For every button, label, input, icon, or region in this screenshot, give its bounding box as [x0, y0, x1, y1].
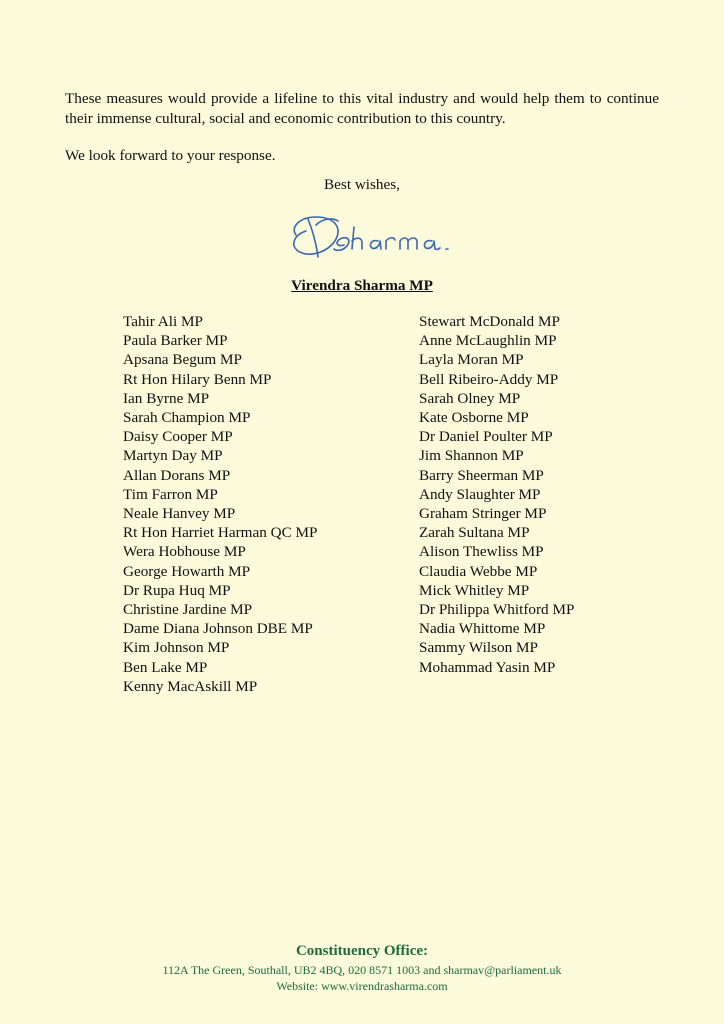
cosignatory-name: Apsana Begum MP	[123, 351, 242, 369]
cosignatory-name: Bell Ribeiro-Addy MP	[419, 370, 559, 388]
footer-office-title: Constituency Office:	[295, 943, 429, 959]
cosignatory-name: Paula Barker MP	[123, 332, 228, 350]
cosignatory-name: Christine Jardine MP	[123, 601, 253, 619]
cosignatory-name: Dame Diana Johnson DBE MP	[123, 620, 313, 638]
cosignatory-name: Ben Lake MP	[123, 658, 208, 676]
handwritten-signature	[282, 205, 472, 265]
cosignatory-name: Sammy Wilson MP	[419, 639, 538, 657]
cosignatory-name: Andy Slaughter MP	[419, 485, 541, 503]
cosignatory-name: Rt Hon Hilary Benn MP	[123, 370, 272, 388]
cosignatory-name: Mick Whitley MP	[419, 581, 530, 599]
cosignatory-name: Sarah Olney MP	[419, 389, 521, 407]
cosignatory-name: Dr Rupa Huq MP	[123, 581, 231, 599]
cosignatory-name: Dr Philippa Whitford MP	[419, 601, 575, 619]
cosignatory-name: Sarah Champion MP	[123, 409, 251, 427]
cosignatory-name: Layla Moran MP	[419, 351, 524, 369]
cosignatory-name: Graham Stringer MP	[419, 505, 547, 523]
closing-salutation: Best wishes,	[324, 176, 400, 193]
cosignatory-name: Barry Sheerman MP	[419, 466, 544, 484]
cosignatory-name: Kenny MacAskill MP	[123, 677, 258, 695]
cosignatory-name: Claudia Webbe MP	[419, 562, 538, 580]
cosignatories-left-column	[123, 312, 393, 696]
cosignatory-name: Stewart McDonald MP	[419, 313, 560, 330]
cosignatory-name: Jim Shannon MP	[419, 447, 524, 465]
footer-website: Website: www.virendrasharma.com	[276, 979, 448, 993]
cosignatory-name: Kim Johnson MP	[123, 639, 230, 657]
cosignatory-name: Kate Osborne MP	[419, 409, 529, 427]
cosignatory-name: George Howarth MP	[123, 562, 251, 580]
cosignatory-name: Dr Daniel Poulter MP	[419, 428, 553, 446]
cosignatory-name: Martyn Day MP	[123, 447, 223, 465]
cosignatory-name: Alison Thewliss MP	[419, 543, 544, 561]
footer-address: 112A The Green, Southall, UB2 4BQ, 020 8571 1003 and sharmav@parliament.uk	[162, 963, 562, 977]
cosignatory-name: Ian Byrne MP	[123, 389, 210, 407]
cosignatory-name: Daisy Cooper MP	[123, 428, 233, 446]
cosignatory-name: Allan Dorans MP	[123, 466, 231, 484]
cosignatory-name: Tim Farron MP	[123, 485, 218, 503]
signatory-name	[0, 276, 724, 296]
body-paragraph-response: We look forward to your response.	[65, 147, 276, 164]
cosignatory-name: Wera Hobhouse MP	[123, 543, 246, 561]
cosignatory-name: Rt Hon Harriet Harman QC MP	[123, 524, 318, 542]
signatory-name-text: Virendra Sharma MP	[291, 277, 433, 294]
cosignatory-name: Tahir Ali MP	[123, 313, 203, 330]
cosignatory-name: Nadia Whittome MP	[419, 620, 546, 638]
cosignatory-name: Zarah Sultana MP	[419, 524, 530, 542]
signature-graphic	[282, 205, 472, 265]
body-paragraph-measures: These measures would provide a lifeline to this vital industry and would help them to continue their immense cultural, social and economic contribution to this country.	[65, 90, 659, 127]
cosignatory-name: Anne McLaughlin MP	[419, 332, 557, 350]
cosignatories-right-column	[419, 312, 689, 677]
cosignatory-name: Neale Hanvey MP	[123, 505, 236, 523]
cosignatory-name: Mohammad Yasin MP	[419, 658, 556, 676]
